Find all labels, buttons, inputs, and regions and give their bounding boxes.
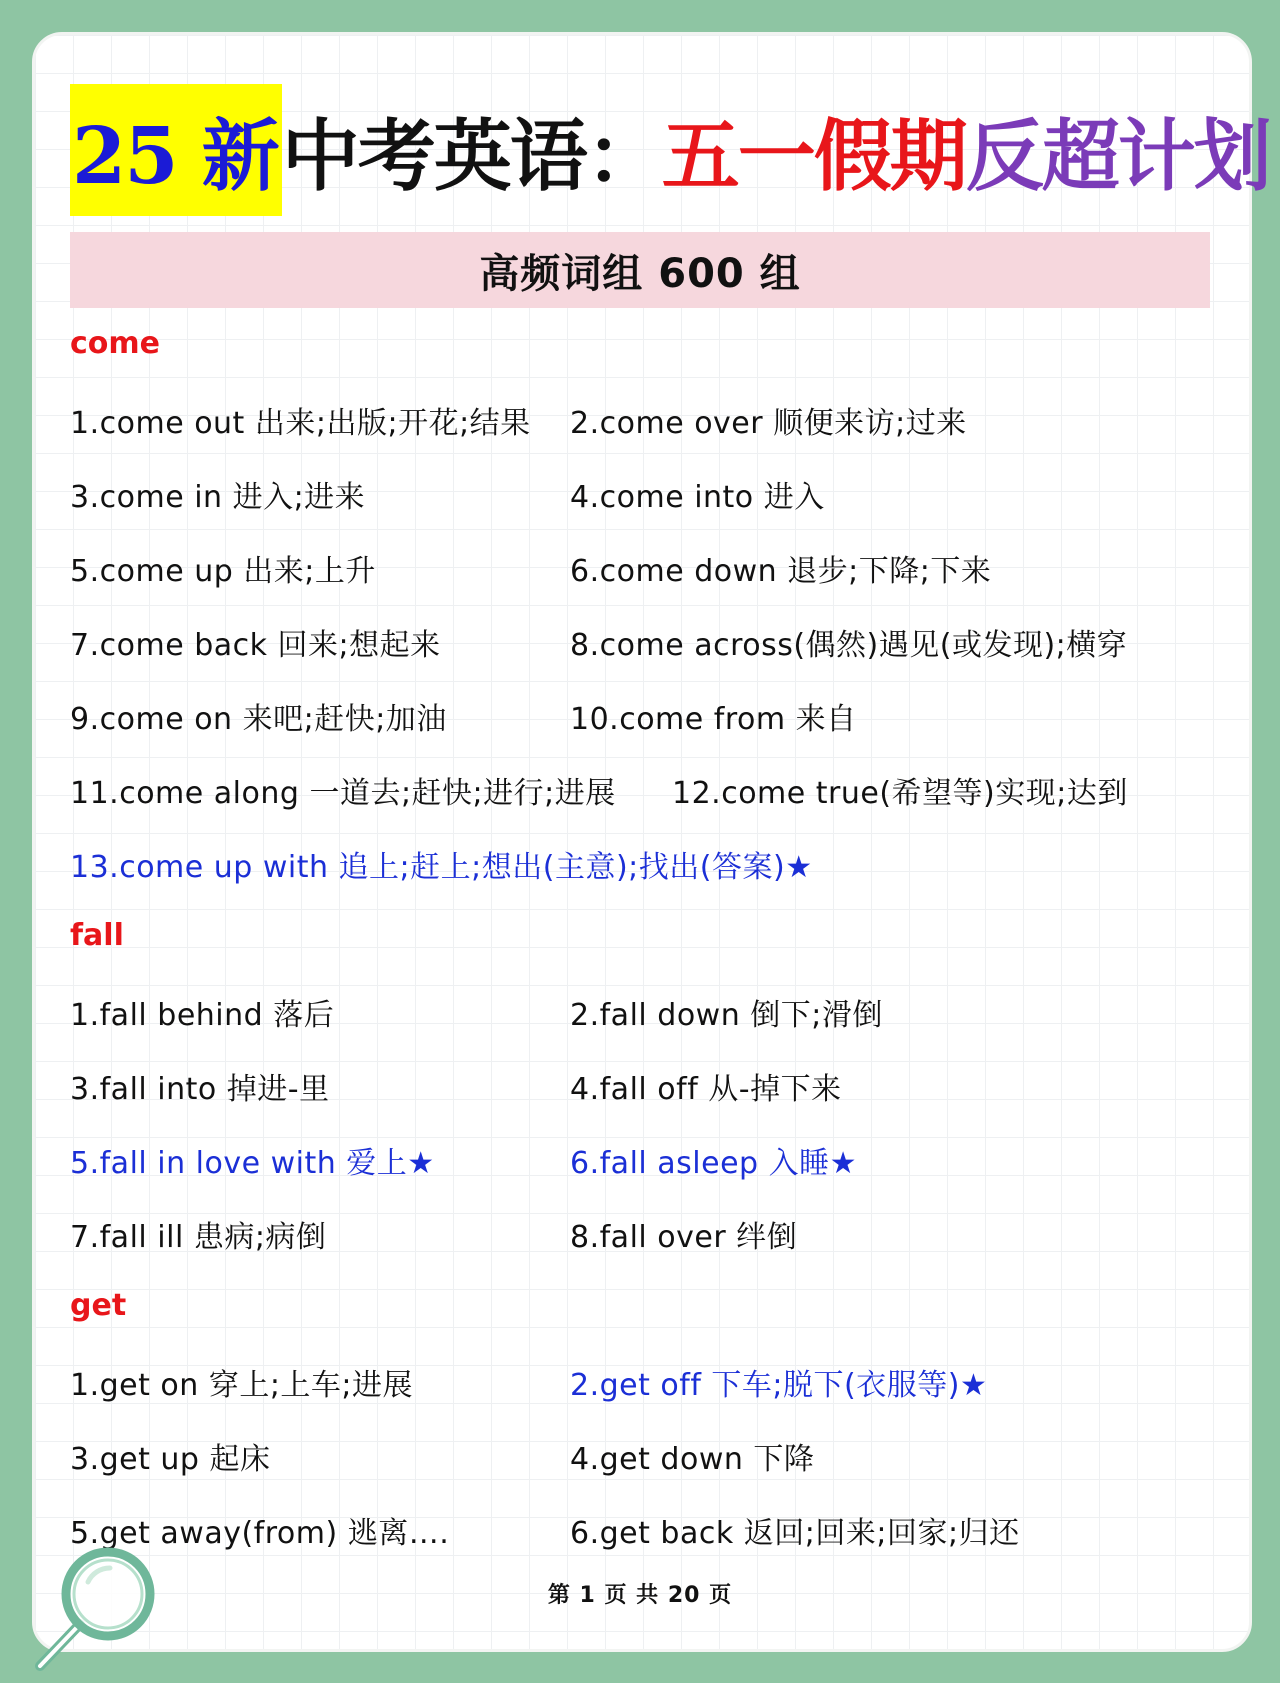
title-main: 中考英语： [281,111,662,202]
title-red: 五一假期 [661,111,966,202]
list-item: 2.come over 顺便来访;过来 [570,406,967,441]
page-title [70,84,1270,216]
list-item: 8.fall over 绊倒 [570,1220,798,1255]
list-item-starred: 5.fall in love with 爱上★ [70,1146,435,1181]
list-item: 5.get away(from) 逃离…. [70,1516,450,1551]
subtitle-banner: 高频词组 600 组 [70,232,1210,308]
list-item: 7.fall ill 患病;病倒 [70,1220,327,1255]
section-heading-come: come [70,326,160,361]
list-item: 1.get on 穿上;上车;进展 [70,1368,414,1403]
title-purple: 反超计划 [965,111,1270,202]
list-item: 6.get back 返回;回来;回家;归还 [570,1516,1020,1551]
list-item: 4.get down 下降 [570,1442,815,1477]
list-item-starred: 13.come up with 追上;赶上;想出(主意);找出(答案)★ [70,850,813,885]
section-heading-fall: fall [70,918,124,953]
list-item: 7.come back 回来;想起来 [70,628,441,663]
list-item: 4.fall off 从-掉下来 [570,1072,842,1107]
list-item: 2.fall down 倒下;滑倒 [570,998,883,1033]
list-item: 6.come down 退步;下降;下来 [570,554,992,589]
magnifier-icon [18,1538,158,1678]
list-item: 1.fall behind 落后 [70,998,335,1033]
list-item: 5.come up 出来;上升 [70,554,376,589]
list-item: 8.come across(偶然)遇见(或发现);横穿 [570,628,1128,663]
list-item: 4.come into 进入 [570,480,825,515]
list-item: 3.come in 进入;进来 [70,480,366,515]
list-item: 11.come along 一道去;赶快;进行;进展 [70,776,616,811]
list-item: 9.come on 来吧;赶快;加油 [70,702,447,737]
section-heading-get: get [70,1288,127,1323]
list-item: 3.fall into 掉进-里 [70,1072,330,1107]
list-item: 10.come from 来自 [570,702,857,737]
list-item-starred: 6.fall asleep 入睡★ [570,1146,858,1181]
list-item: 3.get up 起床 [70,1442,271,1477]
list-item-starred: 2.get off 下车;脱下(衣服等)★ [570,1368,988,1403]
list-item: 12.come true(希望等)实现;达到 [672,776,1128,811]
list-item: 1.come out 出来;出版;开花;结果 [70,406,531,441]
title-highlight: 25 新 [70,84,282,216]
page-footer: 第 1 页 共 20 页 [547,1583,733,1608]
